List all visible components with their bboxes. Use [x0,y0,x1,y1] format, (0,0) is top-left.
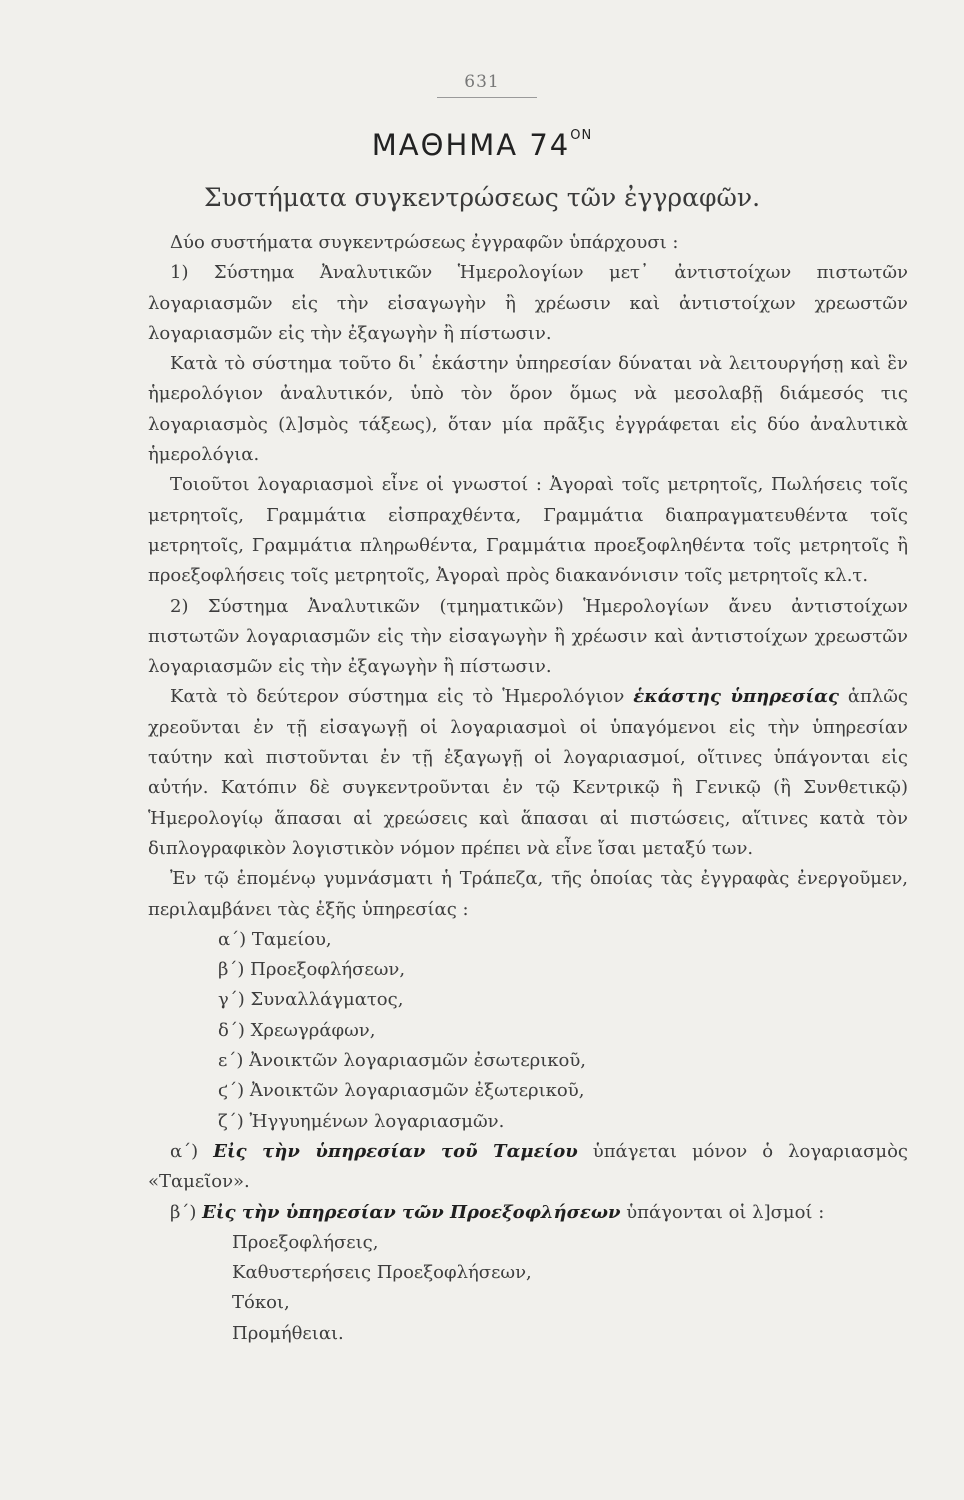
emphasis-each-service: ἑκάστης ὑπηρεσίας [633,686,839,708]
list-item: Τόκοι, [232,1292,290,1314]
list-item: ϛ΄) Ἀνοικτῶν λογαριασμῶν ἐξωτερικοῦ, [218,1080,585,1102]
paragraph-system-2-description: Κατὰ τὸ δεύτερον σύστημα εἰς τὸ Ἡμερολόγιον ἑκάστης ὑπηρεσίας ἁπλῶς χρεοῦνται ἐν τῇ εἰσαγωγῇ οἱ λογαριασμοὶ οἱ ὑπαγόμενοι εἰς τὴν ὑπηρεσίαν ταύτην καὶ πιστοῦνται ἐν τῇ ἐξαγωγῇ οἱ λογαριασμοί, οἵτινες ὑπάγονται εἰς αὐτήν. Κατόπιν δὲ συγκεντροῦνται ἐν τῷ Κεντρικῷ ἢ Γενικῷ (ἢ Συνθετικῷ) Ἡμερολογίῳ ἅπασαι αἱ χρεώσεις καὶ ἅπασαι αἱ πιστώσεις, αἵτινες κατὰ τὸν διπλογραφικὸν λογιστικὸν νόμον πρέπει νὰ εἶνε ἴσαι μεταξύ των. [148,686,909,859]
list-item: Προεξοφλήσεις, [232,1231,379,1253]
paragraph-system-2: 2) Σύστημα Ἀναλυτικῶν (τμηματικῶν) Ἡμερολογίων ἄνευ ἀντιστοίχων πιστωτῶν λογαριασμῶν εἰς τὴν εἰσαγωγὴν ἢ χρέωσιν καὶ ἀντιστοίχων χρεωστῶν λογαριασμῶν εἰς τὴν ἐξαγωγὴν ἢ πίστωσιν. [148,595,908,678]
paragraph-system-1-description: Κατὰ τὸ σύστημα τοῦτο δι᾽ ἑκάστην ὑπηρεσίαν δύναται νὰ λειτουργήσῃ καὶ ἓν ἡμερολόγιον ἀναλυτικόν, ὑπὸ τὸν ὅρον ὅμως νὰ μεσολαβῇ διάμεσός τις λογαριασμὸς (λ]σμὸς τάξεως), ὅταν μία πρᾶξις ἐγγράφεται εἰς δύο ἀναλυτικὰ ἡμερολόγια. [148,353,908,466]
paragraph-intro: Δύο συστήματα συγκεντρώσεως ἐγγραφῶν ὑπάρχουσι : [170,232,679,253]
section-cash-heading: Εἰς τὴν ὑπηρεσίαν τοῦ Ταμείου [213,1140,578,1162]
section-cash-service: α΄) Εἰς τὴν ὑπηρεσίαν τοῦ Ταμείου ὑπάγεται μόνον ὁ λογαριασμὸς «Ταμεῖον». [148,1140,908,1193]
section-discount-service: β΄) Εἰς τὴν ὑπηρεσίαν τῶν Προεξοφλήσεων ὑπάγονται οἱ λ]σμοί : [170,1201,825,1223]
section-discount-heading: Εἰς τὴν ὑπηρεσίαν τῶν Προεξοφλήσεων [202,1201,621,1223]
list-item: α΄) Ταμείου, [218,928,332,950]
paragraph-exercise: Ἐν τῷ ἑπομένῳ γυμνάσματι ἡ Τράπεζα, τῆς ὁποίας τὰς ἐγγραφὰς ἐνεργοῦμεν, περιλαμβάνει τὰς ἑξῆς ὑπηρεσίας : [148,868,908,920]
paragraph-examples: Τοιοῦτοι λογαριασμοὶ εἶνε οἱ γνωστοί : Ἀγοραὶ τοῖς μετρητοῖς, Πωλήσεις τοῖς μετρητοῖς, Γραμμάτια εἰσπραχθέντα, Γραμμάτια διαπραγματευθέντα τοῖς μετρητοῖς, Γραμμάτια πληρωθέντα, Γραμμάτια προεξοφληθέντα τοῖς μετρητοῖς ἢ προεξοφλήσεις τοῖς μετρητοῖς, Ἀγοραὶ πρὸς διακανόνισιν τοῖς μετρητοῖς κλ.τ. [148,474,908,587]
page-number: 631 [464,72,500,92]
lesson-heading [0,128,964,162]
paragraph-system-1: 1) Σύστημα Ἀναλυτικῶν Ἡμερολογίων μετ᾽ ἀντιστοίχων πιστωτῶν λογαριασμῶν εἰς τὴν εἰσαγωγὴν ἢ χρέωσιν καὶ ἀντιστοίχων χρεωστῶν λογαριασμῶν εἰς τὴν ἐξαγωγὴν ἢ πίστωσιν. [148,262,908,344]
list-item: β΄) Προεξοφλήσεων, [218,959,406,981]
list-item: δ΄) Χρεωγράφων, [218,1019,376,1041]
list-item: γ΄) Συναλλάγματος, [218,989,404,1011]
list-item: Καθυστερήσεις Προεξοφλήσεων, [232,1262,532,1284]
list-item: Προμήθειαι. [232,1322,344,1344]
lesson-title: ΜΑΘΗΜΑ 74 [371,128,571,162]
section-subtitle: Συστήματα συγκεντρώσεως τῶν ἐγγραφῶν. [203,183,761,212]
services-list [148,925,908,1137]
page-number-rule [437,97,537,98]
list-item: ζ΄) Ἠγγυημένων λογαριασμῶν. [218,1110,505,1132]
body-text [148,228,908,1349]
discount-accounts-list [148,1228,908,1349]
list-item: ε΄) Ἀνοικτῶν λογαριασμῶν ἐσωτερικοῦ, [218,1050,587,1072]
lesson-suffix: ΟΝ [570,128,593,143]
